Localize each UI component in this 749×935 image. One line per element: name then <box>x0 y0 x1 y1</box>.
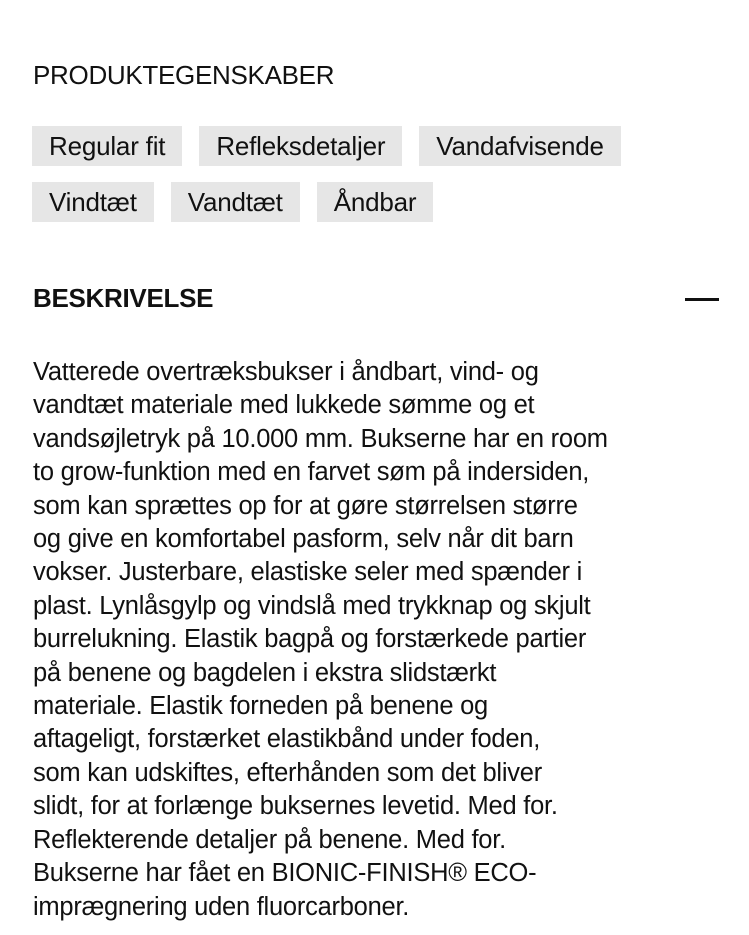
description-line: og give en komfortabel pasform, selv når dit barn <box>33 525 574 554</box>
description-line: Vatterede overtræksbukser i åndbart, vind- og <box>33 358 539 386</box>
description-line: vandtæt materiale med lukkede sømme og et <box>33 391 535 420</box>
description-line: vandsøjletryk på 10.000 mm. Bukserne har en room <box>33 424 608 453</box>
description-line: burrelukning. Elastik bagpå og forstærkede partier <box>33 625 587 654</box>
description-text <box>33 356 608 924</box>
property-tag: Vandafvisende <box>419 126 621 166</box>
description-heading[interactable]: BESKRIVELSE <box>33 283 214 313</box>
product-properties-heading: PRODUKTEGENSKABER <box>33 60 335 90</box>
property-tags <box>32 126 732 222</box>
property-tag: Vandtæt <box>171 182 300 222</box>
description-line: imprægnering uden fluorcarboner. <box>33 892 410 921</box>
description-line: slidt, for at forlænge buksernes levetid. Med for. <box>33 792 558 821</box>
description-line: to grow-funktion med en farvet søm på indersiden, <box>33 458 590 487</box>
property-tag: Vindtæt <box>32 182 154 222</box>
description-line: som kan udskiftes, efterhånden som det bliver <box>33 758 542 787</box>
description-line: som kan sprættes op for at gøre størrelsen større <box>33 491 578 520</box>
property-tag: Regular fit <box>32 126 182 166</box>
collapse-description-button[interactable] <box>685 288 720 312</box>
description-line: aftageligt, forstærket elastikbånd under foden, <box>33 725 541 754</box>
description-line: Bukserne har fået en BIONIC-FINISH® ECO- <box>33 859 537 888</box>
description-line: materiale. Elastik forneden på benene og <box>33 692 488 721</box>
property-tag: Åndbar <box>317 182 434 222</box>
description-line: Reflekterende detaljer på benene. Med for. <box>33 825 506 854</box>
description-line: plast. Lynlåsgylp og vindslå med trykknap og skjult <box>33 591 591 620</box>
minus-icon <box>685 298 719 301</box>
description-line: på benene og bagdelen i ekstra slidstærkt <box>33 658 497 687</box>
property-tag: Refleksdetaljer <box>199 126 402 166</box>
description-line: vokser. Justerbare, elastiske seler med spænder i <box>33 558 582 587</box>
